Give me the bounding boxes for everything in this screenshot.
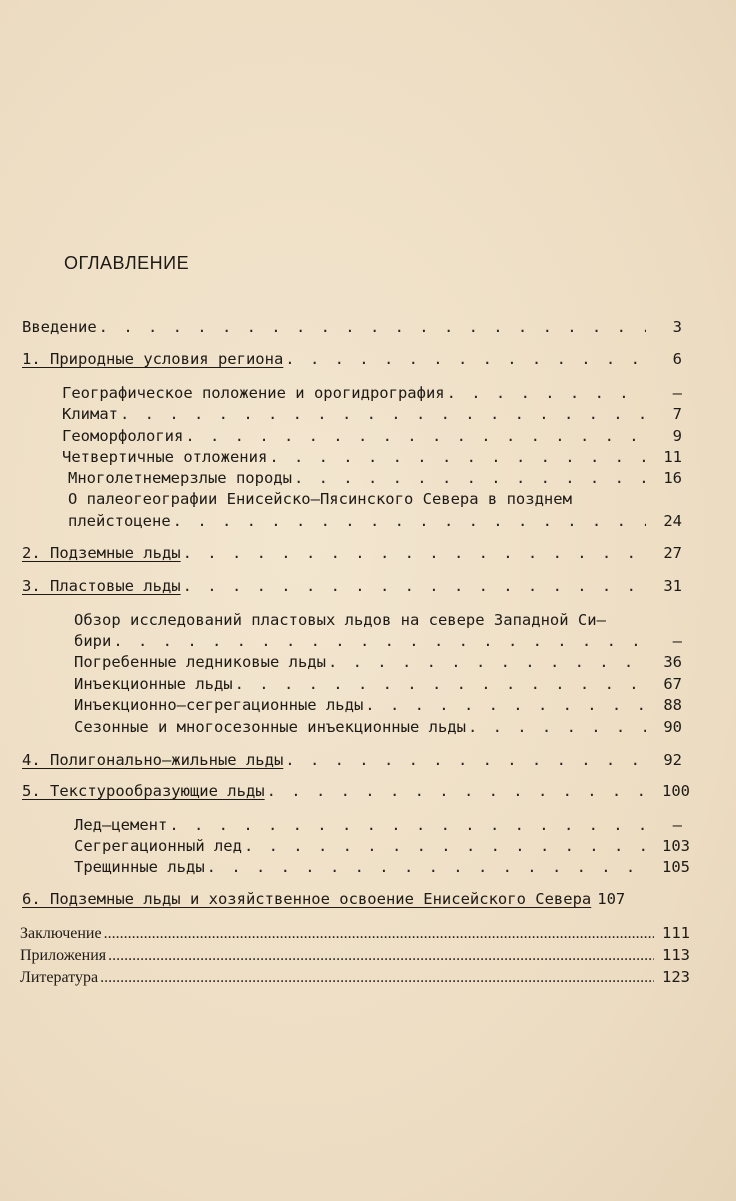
leader-dots [173,511,646,531]
toc-entry-label: Инъекционно–сегрегационные льды [74,696,364,714]
toc-entry-page: 31 [663,577,682,595]
toc-entry-label: Трещинные льды [74,858,205,876]
leader-dots [235,674,646,694]
leader-dots [113,631,646,651]
toc-entry-label: Многолетнемерзлые породы [68,469,292,487]
toc-entry-permafrost[interactable] [68,468,682,488]
toc-entry-injection[interactable] [74,674,682,694]
toc-entry-label: Заключение [20,925,102,942]
toc-entry-label: 2. Подземные льды [22,544,181,562]
toc-entry-conclusion[interactable] [20,923,690,944]
toc-entry-page: 100 [662,782,690,800]
toc-entry-intro[interactable] [22,317,682,337]
leader-dots [285,349,646,369]
leader-dots [269,447,646,467]
toc-entry-page: – [672,632,682,650]
leader-dots [328,652,646,672]
toc-entry-chapter-1[interactable] [22,349,682,369]
toc-entry-paleogeography-line1[interactable]: О палеогеографии Енисейско–Пясинского Севера в позднем [68,490,572,508]
toc-entry-label: Лед–цемент [74,816,168,834]
toc-entry-page: 3 [672,318,682,336]
toc-entry-label: Приложения [20,947,107,964]
toc-entry-label: Сезонные и многосезонные инъекционные льды [74,718,466,736]
toc-entry-page: 88 [663,696,682,714]
leader-dots [100,968,654,988]
toc-entry-page: 7 [672,405,682,423]
toc-entry-geography[interactable] [62,383,682,403]
toc-entry-chapter-5[interactable] [22,781,690,801]
leader-dots [447,383,646,403]
leader-dots [104,924,654,944]
toc-entry-page: 105 [662,858,690,876]
toc-entry-page: – [672,816,682,834]
toc-entry-page: 11 [663,448,682,466]
toc-entry-label: Сегрегационный лед [74,837,242,855]
toc-entry-page: 16 [663,469,682,487]
toc-entry-label: Климат [62,405,118,423]
toc-entry-page: 6 [672,350,682,368]
toc-entry-climate[interactable] [62,404,682,424]
toc-entry-page: 36 [663,653,682,671]
leader-dots [183,543,646,563]
toc-entry-label: Погребенные ледниковые льды [74,653,326,671]
toc-entry-segregation-ice[interactable] [74,836,690,856]
toc-entry-label: 6. Подземные льды и хозяйственное освоение Енисейского Севера [22,890,592,908]
toc-entry-page: 111 [662,924,690,942]
leader-dots [183,576,646,596]
toc-entry-quaternary[interactable] [62,447,682,467]
toc-entry-label: Введение [22,318,97,336]
toc-entry-page: 9 [672,427,682,445]
leader-dots [169,815,646,835]
leader-dots [207,857,654,877]
toc-entry-page: 113 [662,946,690,964]
toc-entry-chapter-6[interactable] [22,889,690,909]
toc-entry-literature[interactable] [20,967,690,988]
leader-dots [365,695,646,715]
toc-entry-label: Географическое положение и орогидрография [62,384,445,402]
leader-dots [108,946,654,966]
toc-entry-seasonal[interactable] [74,717,682,737]
toc-entry-page: 90 [663,718,682,736]
toc-entry-label: 5. Текстурообразующие льды [22,782,265,800]
leader-dots [120,404,646,424]
toc-entry-label: плейстоцене [68,512,171,530]
toc-entry-chapter-4[interactable] [22,750,682,770]
toc-entry-label: бири [74,632,112,650]
toc-entry-page: 92 [663,751,682,769]
leader-dots [294,468,646,488]
leader-dots [267,781,654,801]
toc-entry-page: 103 [662,837,690,855]
toc-entry-label: Литература [20,969,99,986]
toc-entry-injection-segregation[interactable] [74,695,682,715]
leader-dots [468,717,646,737]
leader-dots [285,750,646,770]
leader-dots [244,836,654,856]
toc-entry-chapter-2[interactable] [22,543,682,563]
toc-entry-label: 3. Пластовые льды [22,577,181,595]
toc-entry-page: 27 [663,544,682,562]
toc-entry-review[interactable] [74,631,682,651]
toc-entry-paleogeography[interactable] [68,511,682,531]
toc-entry-page: 107 [597,890,626,908]
leader-dots [185,426,646,446]
toc-entry-page: – [672,384,682,402]
toc-entry-page: 67 [663,675,682,693]
toc-entry-review-line1[interactable]: Обзор исследований пластовых льдов на севере Западной Си– [74,611,606,629]
toc-entry-page: 24 [663,512,682,530]
toc-entry-buried-glacial[interactable] [74,652,682,672]
page-title: ОГЛАВЛЕНИЕ [64,253,190,273]
toc-entry-chapter-3[interactable] [22,576,682,596]
toc-entry-label: Четвертичные отложения [62,448,268,466]
toc-entry-geomorphology[interactable] [62,426,682,446]
toc-entry-label: Геоморфология [62,427,184,445]
toc-entry-label: 1. Природные условия региона [22,350,284,368]
toc-entry-ice-cement[interactable] [74,815,682,835]
toc-entry-label: 4. Полигонально–жильные льды [22,751,284,769]
toc-entry-label: Инъекционные льды [74,675,233,693]
leader-dots [99,317,646,337]
toc-entry-appendices[interactable] [20,945,690,966]
toc-entry-page: 123 [662,968,690,986]
toc-entry-fissure-ice[interactable] [74,857,690,877]
